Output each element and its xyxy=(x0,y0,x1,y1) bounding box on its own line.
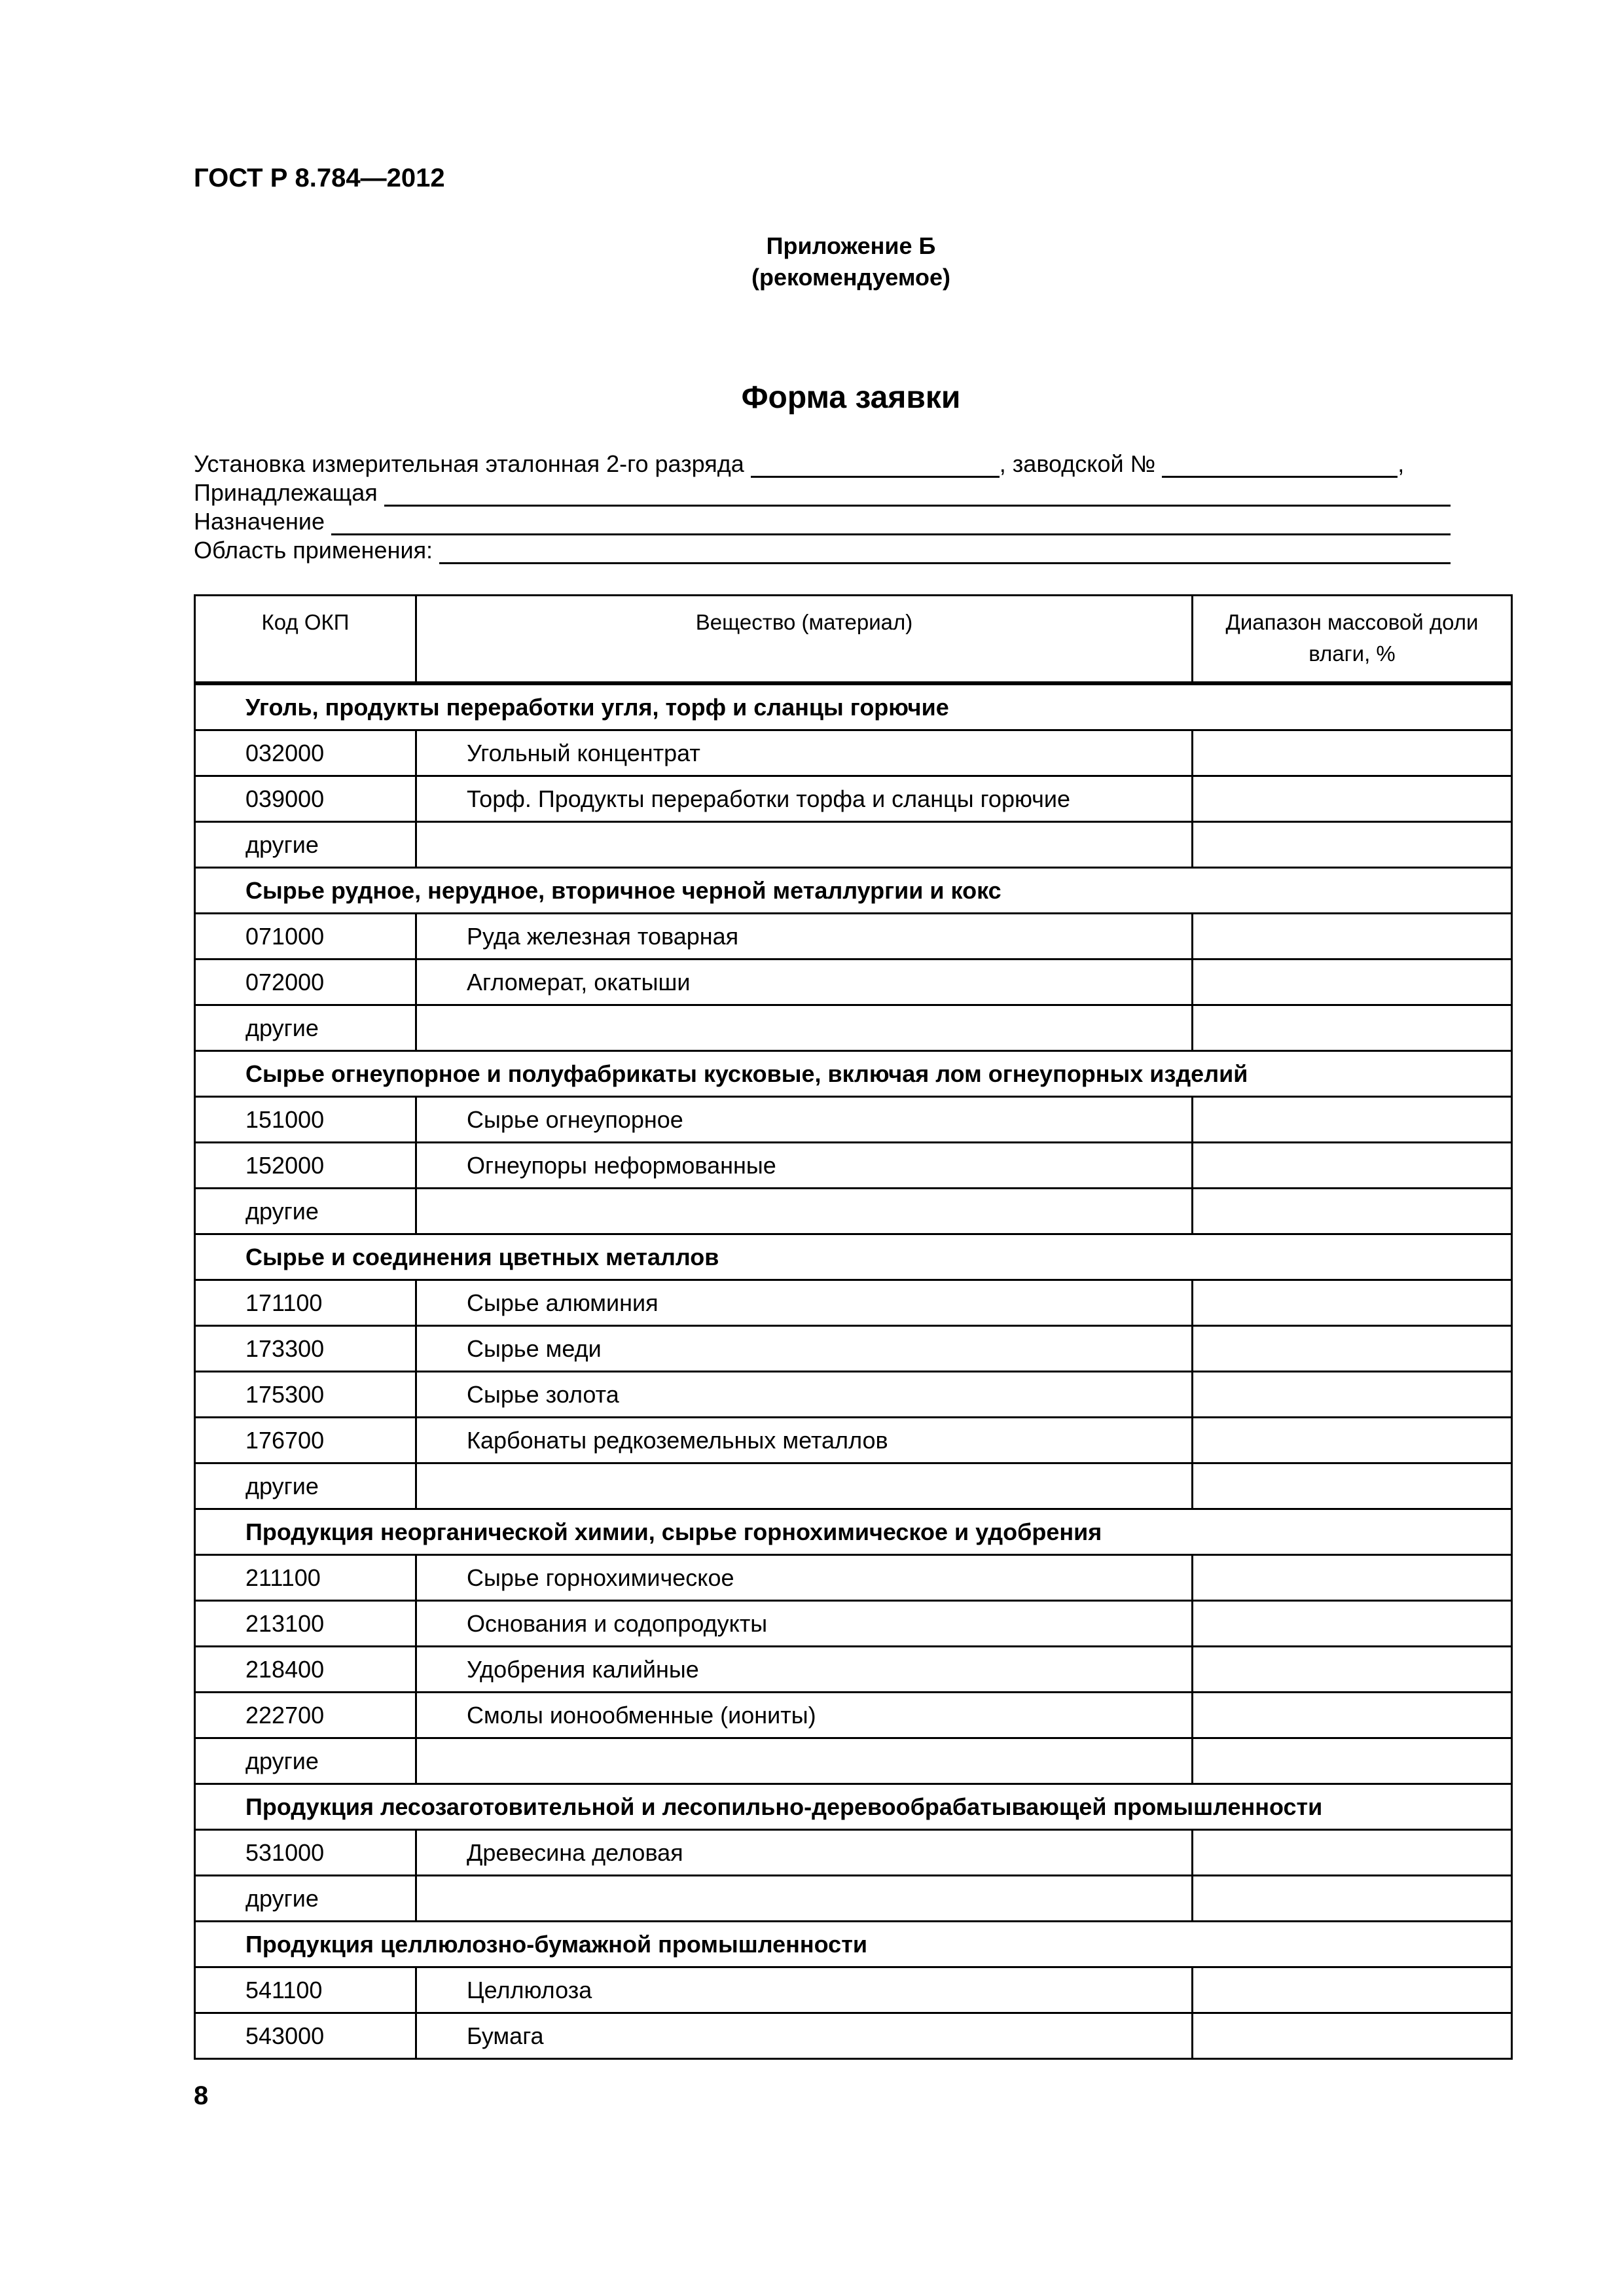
cell-substance: Древесина деловая xyxy=(416,1830,1193,1876)
section-row xyxy=(195,1051,1512,1097)
cell-substance xyxy=(416,1738,1193,1784)
cell-code: другие xyxy=(195,1189,416,1234)
header-code: Код ОКП xyxy=(195,596,416,684)
cell-code: другие xyxy=(195,1876,416,1922)
scope-label: Область применения: xyxy=(194,537,433,564)
cell-code: 171100 xyxy=(195,1280,416,1326)
table-row xyxy=(195,960,1512,1005)
owner-input[interactable] xyxy=(384,482,1451,507)
cell-moisture-range[interactable] xyxy=(1193,1372,1512,1418)
cell-substance: Агломерат, окатыши xyxy=(416,960,1193,1005)
cell-substance xyxy=(416,1189,1193,1234)
cell-moisture-range[interactable] xyxy=(1193,1463,1512,1509)
header-range: Диапазон массовой доли влаги, % xyxy=(1193,596,1512,684)
owner-row xyxy=(194,478,1451,507)
cell-moisture-range[interactable] xyxy=(1193,730,1512,776)
page-number: 8 xyxy=(194,2081,209,2110)
installation-row xyxy=(194,449,1451,478)
cell-substance: Бумага xyxy=(416,2013,1193,2059)
cell-moisture-range[interactable] xyxy=(1193,822,1512,868)
cell-substance: Угольный концентрат xyxy=(416,730,1193,776)
cell-moisture-range[interactable] xyxy=(1193,1693,1512,1738)
cell-moisture-range[interactable] xyxy=(1193,1830,1512,1876)
appendix-title: Приложение Б xyxy=(766,232,936,259)
cell-moisture-range[interactable] xyxy=(1193,2013,1512,2059)
cell-code: 531000 xyxy=(195,1830,416,1876)
table-row xyxy=(195,1097,1512,1143)
cell-moisture-range[interactable] xyxy=(1193,1189,1512,1234)
section-row xyxy=(195,1922,1512,1967)
cell-code: другие xyxy=(195,1005,416,1051)
scope-input[interactable] xyxy=(439,540,1451,564)
table-row xyxy=(195,2013,1512,2059)
cell-moisture-range[interactable] xyxy=(1193,776,1512,822)
cell-code: 213100 xyxy=(195,1601,416,1647)
cell-moisture-range[interactable] xyxy=(1193,1876,1512,1922)
table-row xyxy=(195,776,1512,822)
cell-code: 211100 xyxy=(195,1555,416,1601)
cell-substance: Сырье золота xyxy=(416,1372,1193,1418)
header-substance: Вещество (материал) xyxy=(416,596,1193,684)
table-row xyxy=(195,822,1512,868)
section-row xyxy=(195,1234,1512,1280)
section-row xyxy=(195,683,1512,730)
purpose-input[interactable] xyxy=(331,511,1451,535)
scope-row xyxy=(194,535,1451,564)
purpose-label: Назначение xyxy=(194,508,325,535)
table-row xyxy=(195,1418,1512,1463)
table-body xyxy=(195,683,1512,2059)
document-code: ГОСТ Р 8.784—2012 xyxy=(194,164,445,192)
cell-substance: Руда железная товарная xyxy=(416,914,1193,960)
cell-code: 032000 xyxy=(195,730,416,776)
table-row xyxy=(195,1280,1512,1326)
cell-moisture-range[interactable] xyxy=(1193,1418,1512,1463)
section-title: Продукция целлюлозно-бумажной промышленности xyxy=(195,1922,1512,1967)
appendix-status: (рекомендуемое) xyxy=(751,264,950,291)
table-row xyxy=(195,1647,1512,1693)
cell-code: 176700 xyxy=(195,1418,416,1463)
cell-moisture-range[interactable] xyxy=(1193,1143,1512,1189)
table-row xyxy=(195,1005,1512,1051)
cell-code: другие xyxy=(195,1463,416,1509)
section-title: Уголь, продукты переработки угля, торф и сланцы горючие xyxy=(195,683,1512,730)
table-row xyxy=(195,1143,1512,1189)
cell-moisture-range[interactable] xyxy=(1193,1601,1512,1647)
section-title: Сырье огнеупорное и полуфабрикаты кусковые, включая лом огнеупорных изделий xyxy=(195,1051,1512,1097)
cell-substance: Удобрения калийные xyxy=(416,1647,1193,1693)
cell-moisture-range[interactable] xyxy=(1193,1097,1512,1143)
cell-code: другие xyxy=(195,822,416,868)
cell-moisture-range[interactable] xyxy=(1193,1647,1512,1693)
cell-code: 152000 xyxy=(195,1143,416,1189)
serial-number-input[interactable] xyxy=(1162,454,1398,478)
cell-moisture-range[interactable] xyxy=(1193,1280,1512,1326)
installation-input[interactable] xyxy=(751,454,1000,478)
cell-moisture-range[interactable] xyxy=(1193,914,1512,960)
table-row xyxy=(195,1830,1512,1876)
table-row xyxy=(195,1463,1512,1509)
cell-substance: Целлюлоза xyxy=(416,1967,1193,2013)
purpose-row xyxy=(194,507,1451,535)
cell-code: 072000 xyxy=(195,960,416,1005)
table-row xyxy=(195,1738,1512,1784)
cell-substance xyxy=(416,1463,1193,1509)
cell-substance: Смолы ионообменные (иониты) xyxy=(416,1693,1193,1738)
cell-code: 071000 xyxy=(195,914,416,960)
cell-moisture-range[interactable] xyxy=(1193,1005,1512,1051)
cell-substance: Огнеупоры неформованные xyxy=(416,1143,1193,1189)
cell-code: 218400 xyxy=(195,1647,416,1693)
cell-moisture-range[interactable] xyxy=(1193,1555,1512,1601)
cell-code: 173300 xyxy=(195,1326,416,1372)
table-row xyxy=(195,1601,1512,1647)
cell-code: 039000 xyxy=(195,776,416,822)
section-row xyxy=(195,868,1512,914)
table-header-row xyxy=(195,596,1512,684)
owner-label: Принадлежащая xyxy=(194,479,378,506)
cell-substance: Сырье алюминия xyxy=(416,1280,1193,1326)
appendix-heading xyxy=(0,230,1624,293)
table-row xyxy=(195,730,1512,776)
table-row xyxy=(195,1876,1512,1922)
cell-code: 222700 xyxy=(195,1693,416,1738)
cell-substance xyxy=(416,822,1193,868)
form-fields xyxy=(194,449,1451,564)
cell-moisture-range[interactable] xyxy=(1193,1738,1512,1784)
cell-substance xyxy=(416,1876,1193,1922)
cell-substance: Карбонаты редкоземельных металлов xyxy=(416,1418,1193,1463)
section-title: Сырье и соединения цветных металлов xyxy=(195,1234,1512,1280)
cell-code: 541100 xyxy=(195,1967,416,2013)
table-row xyxy=(195,914,1512,960)
installation-label: Установка измерительная эталонная 2-го разряда xyxy=(194,450,744,477)
section-title: Продукция неорганической химии, сырье горнохимическое и удобрения xyxy=(195,1509,1512,1555)
table-row xyxy=(195,1555,1512,1601)
cell-code: 543000 xyxy=(195,2013,416,2059)
table-row xyxy=(195,1693,1512,1738)
form-title: Форма заявки xyxy=(741,380,961,415)
cell-substance xyxy=(416,1005,1193,1051)
cell-code: другие xyxy=(195,1738,416,1784)
cell-substance: Сырье горнохимическое xyxy=(416,1555,1193,1601)
serial-end: , xyxy=(1398,450,1405,477)
substances-table xyxy=(194,594,1513,2060)
table-row xyxy=(195,1326,1512,1372)
section-row xyxy=(195,1784,1512,1830)
cell-substance: Торф. Продукты переработки торфа и сланцы горючие xyxy=(416,776,1193,822)
cell-code: 151000 xyxy=(195,1097,416,1143)
cell-moisture-range[interactable] xyxy=(1193,1326,1512,1372)
cell-substance: Основания и содопродукты xyxy=(416,1601,1193,1647)
section-title: Продукция лесозаготовительной и лесопильно-деревообрабатывающей промышленности xyxy=(195,1784,1512,1830)
cell-substance: Сырье огнеупорное xyxy=(416,1097,1193,1143)
cell-moisture-range[interactable] xyxy=(1193,960,1512,1005)
cell-substance: Сырье меди xyxy=(416,1326,1193,1372)
section-title: Сырье рудное, нерудное, вторичное черной металлургии и кокс xyxy=(195,868,1512,914)
serial-label: , заводской № xyxy=(999,450,1156,477)
table-row xyxy=(195,1372,1512,1418)
table-row xyxy=(195,1967,1512,2013)
cell-code: 175300 xyxy=(195,1372,416,1418)
table-row xyxy=(195,1189,1512,1234)
section-row xyxy=(195,1509,1512,1555)
cell-moisture-range[interactable] xyxy=(1193,1967,1512,2013)
